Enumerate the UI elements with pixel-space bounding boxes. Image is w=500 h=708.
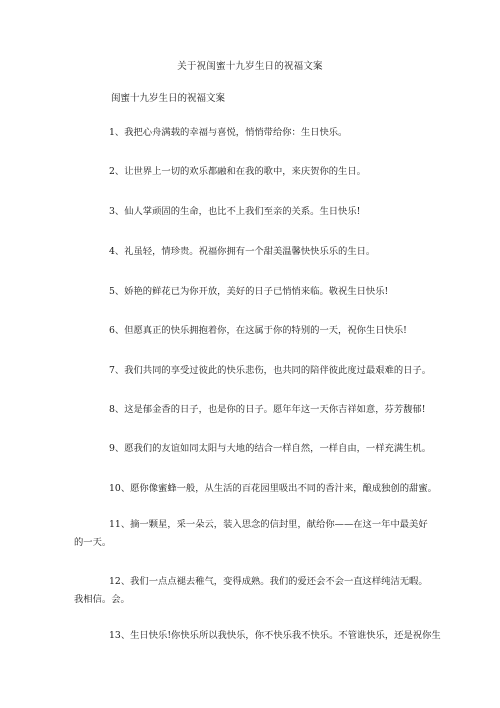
list-item: 2、让世界上一切的欢乐都融和在我的歌中，来庆贺你的生日。: [109, 166, 366, 177]
list-item: 6、但愿真正的快乐拥抱着你，在这属于你的特别的一天，祝你生日快乐!: [109, 325, 407, 336]
list-item: 8、这是郁金香的日子，也是你的日子。愿年年这一天你吉祥如意，芬芳馥郁!: [109, 404, 426, 415]
list-item: 12、我们一点点褪去稚气，变得成熟。我们的爱还会不会一直这样纯洁无暇。我相信。会。: [74, 576, 428, 605]
list-item: 5、娇艳的鲜花已为你开放，美好的日子已悄悄来临。敬祝生日快乐!: [109, 286, 389, 297]
list-item: 3、仙人掌顽固的生命，也比不上我们至亲的关系。生日快乐!: [109, 206, 361, 217]
list-item: 10、愿你像蜜蜂一般，从生活的百花园里吸出不同的香汁来，酿成独创的甜蜜。: [109, 483, 437, 494]
list-item: 9、愿我们的友谊如同太阳与大地的结合一样自然，一样自由，一样充满生机。: [109, 443, 432, 454]
list-item: 11、摘一颗星，采一朵云，装入思念的信封里，献给你——在这一年中最美好的一天。: [74, 519, 428, 548]
list-item: 4、礼虽轻，情珍贵。祝福你拥有一个甜美温馨快快乐乐的生日。: [109, 246, 376, 257]
document-title: 关于祝闺蜜十九岁生日的祝福文案: [177, 61, 323, 72]
list-item: 13、生日快乐!你快乐所以我快乐，你不快乐我不快乐。不管谁快乐，还是祝你生: [109, 630, 441, 641]
list-item: 7、我们共同的享受过彼此的快乐悲伤，也共同的陪伴彼此度过最艰难的日子。: [109, 365, 432, 376]
document-subtitle: 闺蜜十九岁生日的祝福文案: [111, 93, 226, 104]
list-item: 1、我把心舟满载的幸福与喜悦，悄悄带给你：生日快乐。: [109, 127, 348, 138]
